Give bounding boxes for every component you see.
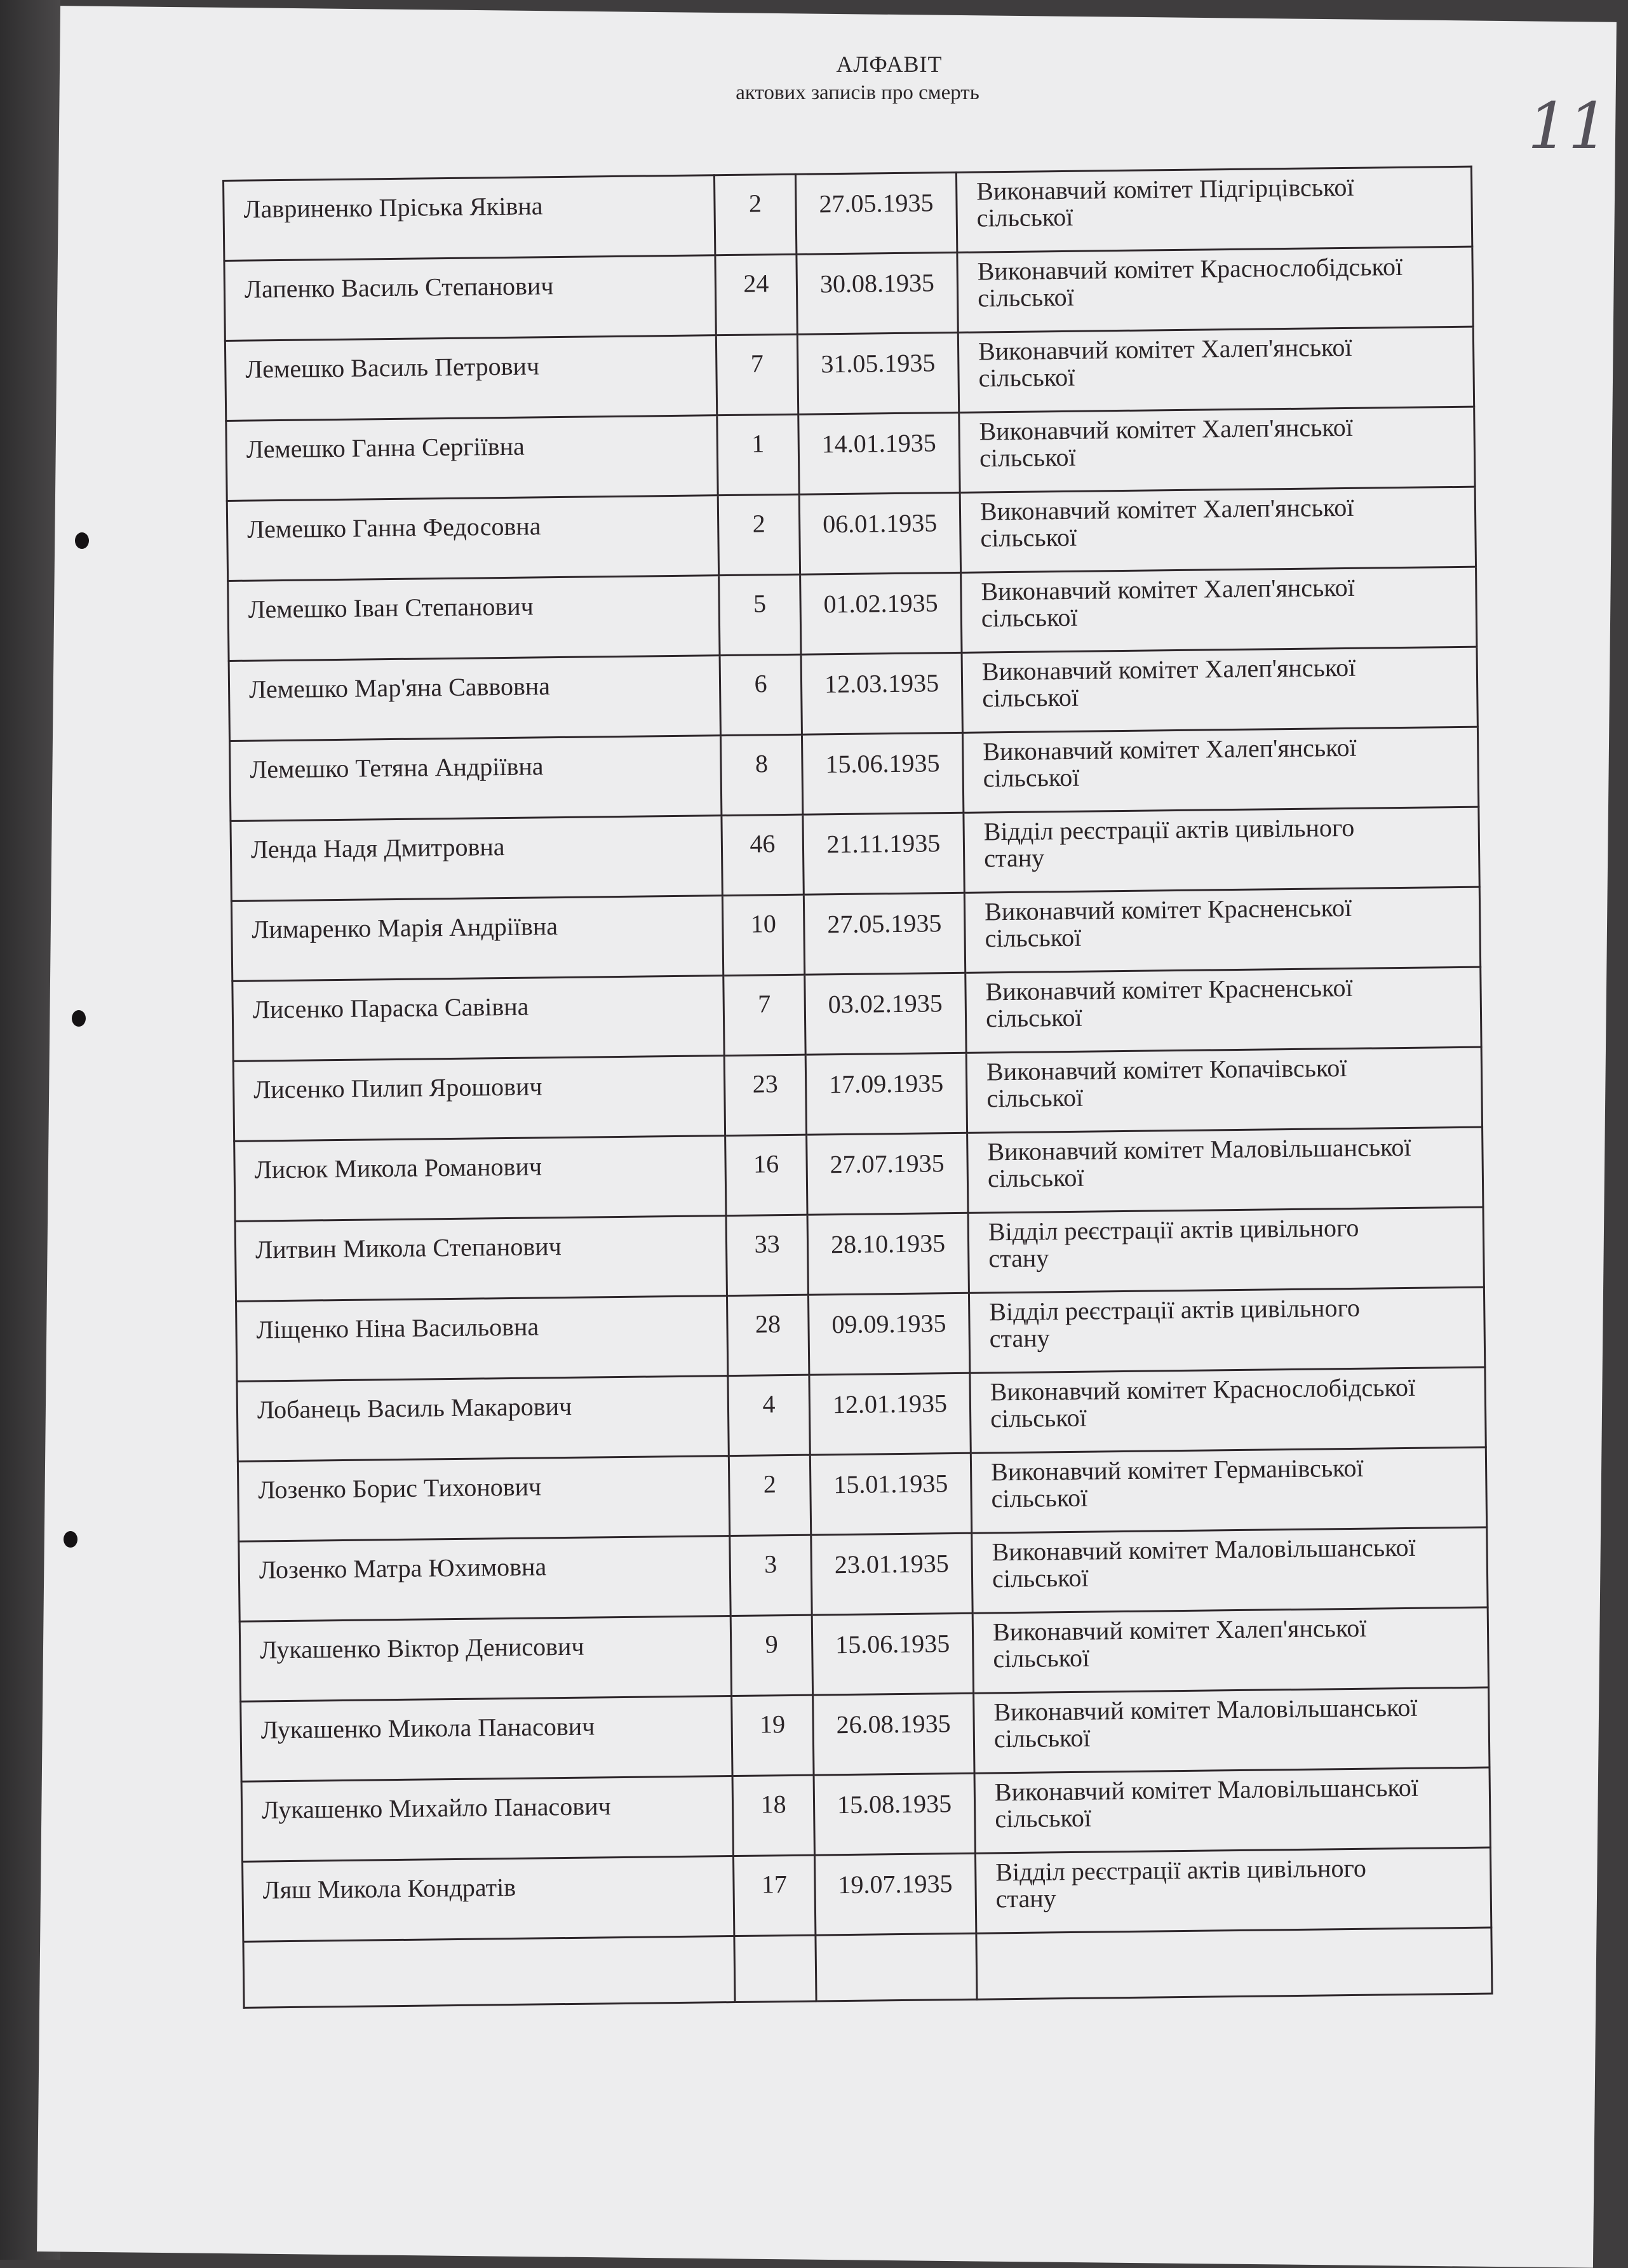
record-office-line2: сільської: [982, 682, 1079, 713]
record-name: Лемешко Іван Степанович: [228, 576, 720, 661]
record-office: [972, 1527, 1488, 1613]
record-number: 2: [714, 174, 796, 255]
table-row: [229, 647, 1477, 741]
record-office: [964, 887, 1480, 973]
record-office-line1: Виконавчий комітет Германівської: [990, 1453, 1364, 1487]
empty-cell: [816, 1933, 977, 2001]
table-row: [227, 487, 1476, 581]
record-name: Лисенко Пилип Ярошович: [233, 1056, 725, 1142]
record-office-line2: сільської: [990, 1403, 1087, 1433]
table-row: [224, 166, 1472, 260]
record-office-line2: сільської: [985, 1002, 1082, 1033]
record-name: Лимаренко Марія Андріївна: [231, 896, 723, 982]
table-row: [231, 807, 1479, 901]
record-date: 15.06.1935: [802, 732, 963, 814]
record-number: 33: [726, 1215, 808, 1295]
record-office-line1: Виконавчий комітет Маловільшанської: [993, 1692, 1418, 1727]
record-number: 5: [719, 574, 801, 655]
record-office-line2: стану: [995, 1884, 1056, 1914]
record-office: [970, 1367, 1486, 1453]
record-office: [972, 1607, 1488, 1693]
record-number: 8: [720, 734, 802, 815]
table-row: [236, 1287, 1485, 1381]
record-number: 23: [724, 1055, 806, 1135]
record-date: 15.06.1935: [812, 1613, 973, 1695]
record-office-line2: сільської: [991, 1483, 1088, 1513]
record-office-line2: стану: [989, 1323, 1050, 1353]
death-records-table: [222, 166, 1493, 2009]
record-name: Ляш Микола Кондратів: [243, 1856, 734, 1942]
punch-hole-mark: [75, 532, 89, 549]
record-date: 26.08.1935: [813, 1693, 974, 1775]
record-number: 7: [723, 975, 805, 1055]
record-office: [974, 1767, 1490, 1853]
record-number: 16: [725, 1135, 807, 1215]
table-row: [224, 246, 1473, 341]
record-number: 3: [730, 1535, 812, 1616]
record-name: Лемешко Тетяна Андріївна: [230, 736, 722, 821]
record-office: [971, 1447, 1486, 1533]
record-date: 23.01.1935: [811, 1533, 972, 1615]
table-row: [231, 887, 1480, 981]
punch-hole-mark: [64, 1531, 77, 1548]
record-name: Ліщенко Ніна Васильовна: [236, 1296, 728, 1382]
record-number: 28: [727, 1295, 809, 1375]
handwritten-page-number: 11: [1528, 89, 1609, 163]
record-office: [969, 1287, 1484, 1373]
record-date: 14.01.1935: [798, 412, 960, 494]
record-office-line2: сільської: [986, 1083, 1084, 1113]
record-office-line1: Виконавчий комітет Халеп'янської: [983, 732, 1357, 766]
record-number: 17: [733, 1855, 815, 1936]
record-date: 17.09.1935: [805, 1053, 967, 1135]
record-office-line1: Виконавчий комітет Підгірцівської: [976, 172, 1354, 206]
record-date: 21.11.1935: [803, 813, 964, 894]
table-row: [241, 1767, 1490, 1861]
record-office: [961, 567, 1477, 652]
record-office-line1: Виконавчий комітет Маловільшанської: [994, 1772, 1419, 1807]
record-number: 18: [732, 1775, 814, 1856]
record-number: 1: [717, 414, 799, 495]
record-office-line2: сільської: [983, 762, 1080, 793]
record-office-line2: сільської: [977, 282, 1075, 313]
record-office-line1: Виконавчий комітет Халеп'янської: [992, 1613, 1367, 1647]
record-date: 15.01.1935: [810, 1453, 971, 1535]
record-number: 4: [728, 1375, 810, 1455]
record-office-line2: сільської: [992, 1563, 1089, 1593]
record-office-line1: Виконавчий комітет Халеп'янської: [981, 572, 1356, 606]
record-office-line1: Виконавчий комітет Копачівської: [986, 1053, 1347, 1086]
record-number: 46: [722, 814, 804, 895]
record-office-line1: Виконавчий комітет Краснослобідської: [977, 252, 1403, 286]
record-office-line2: сільської: [979, 442, 1076, 473]
record-date: 12.01.1935: [809, 1373, 971, 1455]
punch-hole-mark: [72, 1010, 86, 1027]
record-name: Лозенко Борис Тихонович: [238, 1456, 729, 1542]
record-date: 15.08.1935: [814, 1773, 975, 1855]
record-office: [975, 1847, 1491, 1933]
record-office: [965, 967, 1481, 1053]
record-name: Лемешко Ганна Сергіївна: [226, 415, 718, 501]
record-office-line1: Відділ реєстрації актів цивільного: [995, 1853, 1367, 1887]
table-row: [239, 1607, 1488, 1701]
table-row: [243, 1847, 1491, 1941]
record-date: 09.09.1935: [808, 1293, 969, 1375]
record-number: 10: [722, 894, 804, 975]
record-date: 27.05.1935: [795, 172, 957, 254]
record-office-line1: Виконавчий комітет Халеп'янської: [978, 332, 1352, 366]
record-office-line1: Виконавчий комітет Халеп'янської: [979, 492, 1354, 526]
record-number: 7: [716, 334, 798, 415]
record-name: Литвин Микола Степанович: [235, 1216, 727, 1302]
record-office: [964, 807, 1479, 893]
record-name: Ленда Надя Дмитровна: [231, 816, 722, 901]
record-office-line1: Відділ реєстрації актів цивільного: [988, 1213, 1359, 1246]
record-office-line1: Відділ реєстрації актів цивільного: [989, 1293, 1361, 1326]
record-office-line2: сільської: [987, 1163, 1084, 1193]
document-subtitle: актових записів про смерть: [736, 81, 979, 104]
record-date: 27.07.1935: [807, 1133, 968, 1215]
record-office-line2: сільської: [995, 1803, 1092, 1833]
record-name: Лемешко Василь Петрович: [225, 335, 716, 421]
record-office-line1: Виконавчий комітет Краснослобідської: [990, 1372, 1416, 1407]
table-row: [226, 407, 1475, 501]
record-office-line2: стану: [988, 1243, 1049, 1273]
record-office: [966, 1047, 1482, 1133]
empty-cell: [243, 1936, 735, 2008]
record-office: [962, 647, 1477, 732]
record-office-line2: сільської: [981, 602, 1078, 633]
table-row: [232, 967, 1481, 1061]
record-office-line1: Виконавчий комітет Красненської: [984, 893, 1352, 926]
record-office: [959, 407, 1475, 492]
record-office-line2: сільської: [993, 1643, 1090, 1673]
record-date: 27.05.1935: [804, 893, 965, 975]
record-office-line1: Виконавчий комітет Халеп'янської: [979, 412, 1354, 446]
empty-cell: [976, 1927, 1492, 1999]
record-name: Лукашенко Віктор Денисович: [239, 1616, 731, 1702]
record-name: Лисенко Параска Савівна: [232, 976, 724, 1062]
record-office-line2: сільської: [976, 202, 1073, 233]
record-date: 03.02.1935: [805, 973, 966, 1055]
table-row: [239, 1527, 1488, 1621]
empty-table-row: [243, 1927, 1492, 2008]
record-office: [967, 1127, 1483, 1213]
table-row: [230, 727, 1479, 821]
table-row: [225, 327, 1474, 421]
table-row: [237, 1367, 1486, 1461]
record-name: Лавриненко Пріська Яківна: [224, 175, 715, 261]
record-office-line1: Виконавчий комітет Маловільшанської: [992, 1532, 1416, 1567]
record-office-line1: Виконавчий комітет Халеп'янської: [981, 652, 1356, 686]
record-date: 01.02.1935: [800, 572, 962, 654]
record-name: Лобанець Василь Макарович: [237, 1376, 729, 1462]
record-office: [962, 727, 1478, 813]
empty-cell: [734, 1935, 816, 2002]
document-title: АЛФАВІТ: [836, 51, 943, 77]
record-number: 6: [720, 654, 802, 735]
record-office: [960, 487, 1476, 572]
record-name: Лапенко Василь Степанович: [224, 255, 716, 341]
record-date: 31.05.1935: [797, 332, 959, 414]
record-office-line1: Відділ реєстрації актів цивільного: [983, 813, 1355, 846]
record-number: 19: [732, 1695, 814, 1776]
record-number: 24: [715, 254, 797, 335]
record-office-line1: Виконавчий комітет Красненської: [985, 973, 1353, 1006]
table-row: [238, 1447, 1486, 1541]
record-office-line2: стану: [983, 843, 1045, 873]
record-office: [968, 1207, 1484, 1293]
table-row: [228, 567, 1477, 661]
table-row: [233, 1047, 1482, 1141]
record-date: 28.10.1935: [807, 1213, 969, 1295]
record-office-line2: сільської: [978, 362, 1075, 393]
record-office-line2: сільської: [980, 522, 1077, 553]
record-date: 12.03.1935: [801, 652, 962, 734]
record-name: Лукашенко Микола Панасович: [241, 1696, 732, 1782]
record-name: Лисюк Микола Романович: [234, 1136, 726, 1222]
table-row: [234, 1127, 1483, 1221]
record-name: Лукашенко Михайло Панасович: [241, 1776, 733, 1862]
record-name: Лемешко Мар'яна Саввовна: [229, 656, 720, 741]
table-row: [241, 1687, 1490, 1781]
record-office-line1: Виконавчий комітет Маловільшанської: [987, 1132, 1411, 1166]
record-number: 2: [729, 1455, 811, 1536]
record-office: [974, 1687, 1490, 1773]
record-date: 06.01.1935: [799, 492, 960, 574]
record-number: 9: [730, 1615, 812, 1696]
record-number: 2: [718, 494, 800, 575]
record-date: 30.08.1935: [797, 252, 958, 334]
record-office-line2: сільської: [985, 922, 1082, 953]
record-office-line2: сільської: [993, 1723, 1091, 1753]
record-office: [956, 166, 1472, 252]
table-row: [235, 1207, 1484, 1301]
record-office: [957, 246, 1473, 332]
record-office: [958, 327, 1474, 412]
record-name: Лозенко Матра Юхимовна: [239, 1536, 730, 1622]
record-date: 19.07.1935: [814, 1853, 976, 1935]
record-name: Лемешко Ганна Федосовна: [227, 496, 718, 581]
